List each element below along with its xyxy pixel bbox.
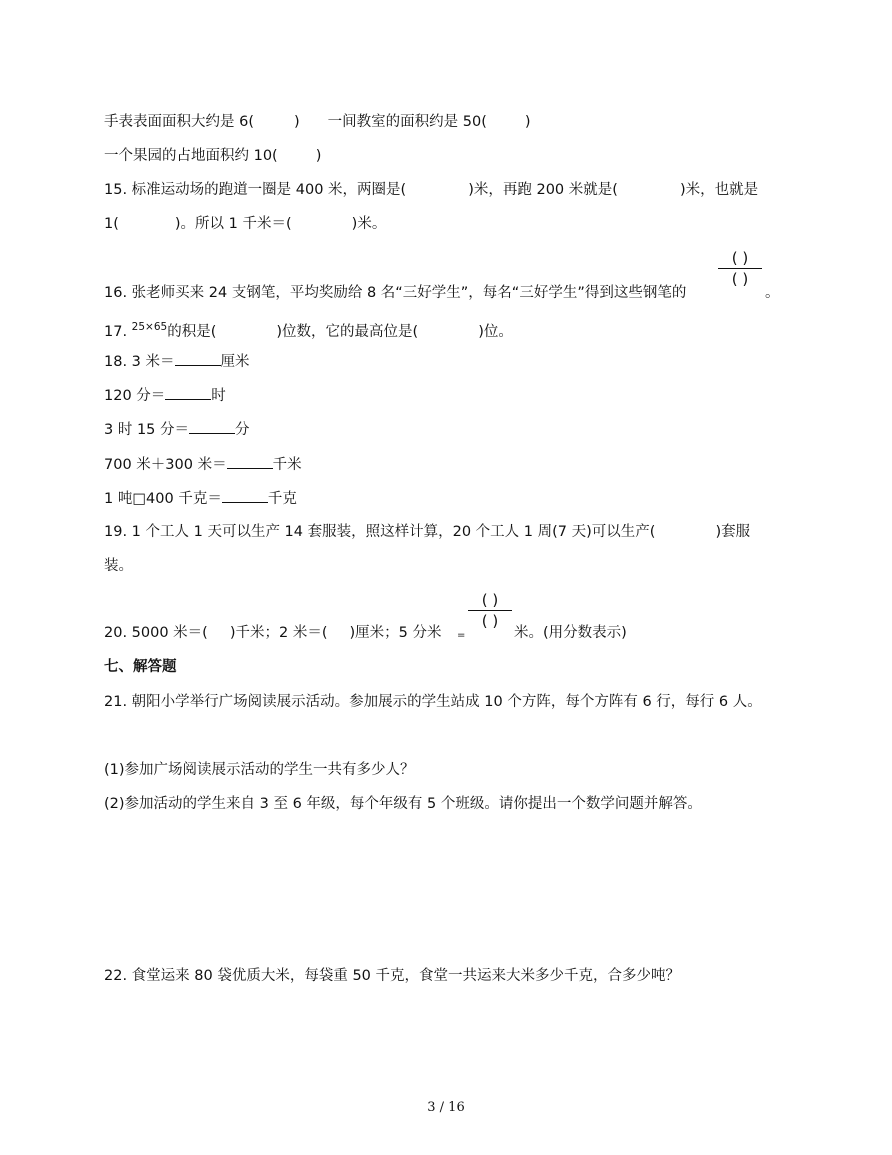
line-orchard-area	[104, 146, 321, 166]
answer-blank	[189, 419, 235, 434]
text: 装。	[104, 558, 133, 574]
text: 1 吨□400 千克＝	[104, 491, 222, 507]
fraction-bar	[468, 610, 512, 611]
question-22	[104, 966, 680, 986]
text: )米。	[351, 216, 387, 232]
fraction-numerator: ( )	[481, 591, 499, 609]
text: )千米；2 米＝(	[229, 625, 328, 641]
question-18-c	[104, 419, 250, 440]
line-watch-area	[104, 112, 531, 132]
text: 15. 标准运动场的跑道一圈是 400 米，两圈是(	[104, 182, 407, 198]
text: )	[315, 148, 322, 164]
answer-blank	[227, 454, 273, 469]
text: 厘米	[220, 354, 250, 370]
question-18	[104, 351, 250, 372]
text: 千克	[267, 491, 297, 507]
question-16	[104, 283, 686, 303]
text: 时	[211, 388, 226, 404]
text: 17.	[104, 324, 128, 340]
question-16-end	[765, 283, 780, 303]
text: )米，再跑 200 米就是(	[468, 182, 618, 198]
text: 21. 朝阳小学举行广场阅读展示活动。参加展示的学生站成 10 个方阵，每个方阵有 6 行，每行 6 人。	[104, 694, 762, 710]
question-17	[104, 317, 513, 342]
text: 米。(用分数表示)	[514, 625, 627, 641]
answer-blank	[165, 385, 211, 400]
fraction-numerator: ( )	[731, 249, 749, 267]
page-number: 3 / 16	[427, 1100, 465, 1115]
text: 手表表面面积大约是 6(	[104, 114, 254, 130]
question-21-part-1	[104, 760, 415, 780]
text: =	[457, 630, 466, 641]
text: )位数，它的最高位是(	[276, 324, 419, 340]
text: (1)参加广场阅读展示活动的学生一共有多少人？	[104, 762, 415, 778]
answer-blank	[175, 351, 221, 366]
text: )	[294, 114, 300, 130]
text: 千米	[272, 457, 302, 473]
question-15-cont	[104, 214, 386, 234]
question-20	[104, 623, 442, 643]
text: 1(	[104, 216, 119, 232]
text: )米，也就是	[679, 182, 759, 198]
fraction-20	[468, 591, 512, 630]
question-15	[104, 180, 758, 200]
text: 分	[235, 422, 250, 438]
text: )	[524, 114, 531, 130]
text: )位。	[478, 324, 513, 340]
text: 19. 1 个工人 1 天可以生产 14 套服装，照这样计算，20 个工人 1 周(7 天)可以生产(	[104, 524, 656, 540]
equals-sign	[457, 626, 465, 646]
text: 120 分＝	[104, 388, 166, 404]
text: 700 米＋300 米＝	[104, 457, 227, 473]
section-heading	[104, 657, 177, 677]
text: (2)参加活动的学生来自 3 至 6 年级，每个年级有 5 个班级。请你提出一个数学问题并解答。	[104, 796, 702, 812]
question-21	[104, 692, 762, 712]
question-18-d	[104, 454, 302, 475]
fraction-denominator: ( )	[731, 270, 749, 288]
math-expression: 25×65	[131, 321, 168, 333]
fraction-denominator: ( )	[481, 612, 499, 630]
text: 一个果园的占地面积约 10(	[104, 148, 278, 164]
question-21-part-2	[104, 794, 702, 814]
answer-blank	[222, 488, 268, 503]
text: 16. 张老师买来 24 支钢笔，平均奖励给 8 名“三好学生”，每名“三好学生”得到这些钢笔的	[104, 285, 687, 301]
text: 。	[765, 285, 780, 301]
text: 22. 食堂运来 80 袋优质大米，每袋重 50 千克，食堂一共运来大米多少千克，合多少吨？	[104, 968, 681, 984]
text: )厘米；5 分米	[349, 625, 442, 641]
text: 一间教室的面积约是 50(	[327, 114, 487, 130]
question-18-e	[104, 488, 297, 509]
text: 20. 5000 米＝(	[104, 625, 208, 641]
text: 七、解答题	[104, 659, 177, 675]
question-18-b	[104, 385, 226, 406]
question-20-end	[514, 623, 627, 643]
question-19	[104, 522, 750, 542]
text: 的积是(	[167, 324, 217, 340]
text: 18. 3 米＝	[104, 354, 175, 370]
question-19-cont	[104, 556, 133, 576]
text: )。所以 1 千米＝(	[174, 216, 292, 232]
text: 3 时 15 分＝	[104, 422, 190, 438]
text: )套服	[715, 524, 751, 540]
fraction-bar	[718, 268, 762, 269]
fraction-16	[718, 249, 762, 288]
